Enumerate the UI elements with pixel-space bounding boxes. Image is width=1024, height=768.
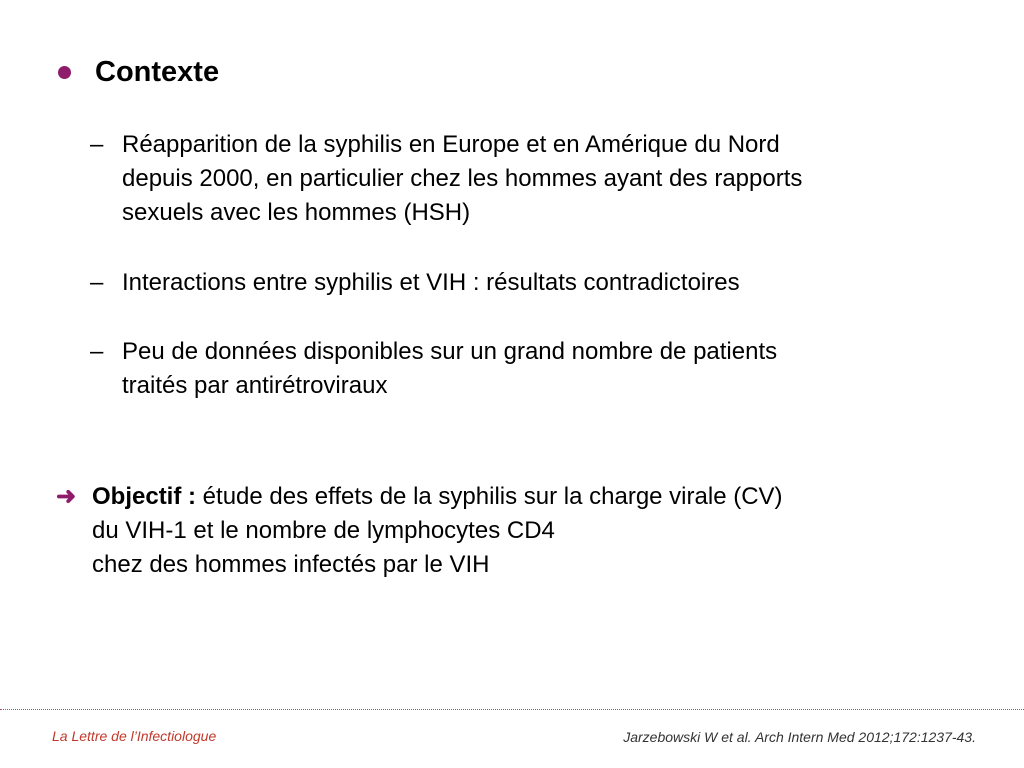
context-item-1: [90, 128, 950, 230]
arrow-right-icon: ➜: [56, 483, 77, 510]
dash-icon: –: [90, 269, 104, 296]
text-line: depuis 2000, en particulier chez les hommes ayant des rapports: [122, 165, 803, 192]
text-line: Peu de données disponibles sur un grand nombre de patients: [122, 338, 778, 365]
bullet-dot-icon: [58, 66, 71, 79]
text-line: Interactions entre syphilis et VIH : résultats contradictoires: [122, 269, 740, 296]
context-item-3: [90, 335, 950, 403]
dash-icon: –: [90, 338, 104, 365]
dash-icon: –: [90, 131, 104, 158]
objective-label: Objectif :: [92, 483, 197, 510]
context-item-2: [90, 266, 950, 300]
footer-publication: La Lettre de l’Infectiologue: [52, 728, 217, 744]
objective-line-1: [92, 480, 976, 514]
objective-line-2: du VIH-1 et le nombre de lymphocytes CD4: [92, 517, 555, 544]
objective-first-line: étude des effets de la syphilis sur la charge virale (CV): [196, 483, 783, 510]
text-line: Réapparition de la syphilis en Europe et en Amérique du Nord: [122, 131, 780, 158]
section-heading: [54, 56, 219, 89]
objective-line-3: chez des hommes infectés par le VIH: [92, 551, 490, 578]
context-item-text: [122, 128, 950, 230]
text-line: sexuels avec les hommes (HSH): [122, 199, 471, 226]
objective-block: [56, 480, 976, 582]
section-title: Contexte: [95, 56, 220, 88]
context-item-text: [122, 266, 950, 300]
footer-citation: Jarzebowski W et al. Arch Intern Med 2012;172:1237-43.: [623, 729, 976, 745]
text-line: traités par antirétroviraux: [122, 372, 388, 399]
context-item-text: [122, 335, 950, 403]
footer-divider: [0, 709, 1024, 710]
objective-text: [92, 480, 976, 582]
